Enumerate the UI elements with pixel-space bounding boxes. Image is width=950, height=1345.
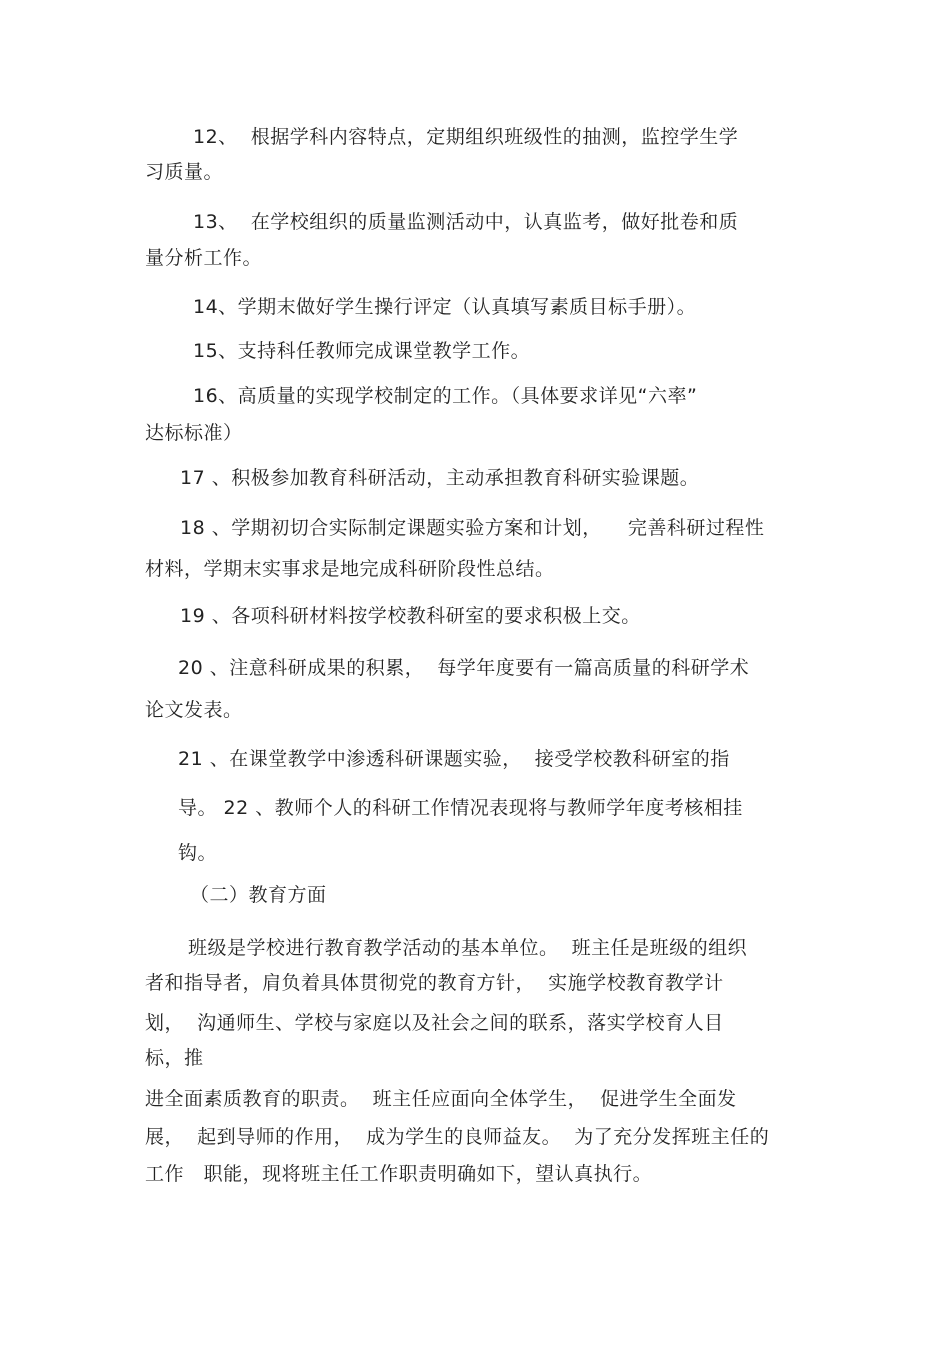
paragraph-16-line-2: 达标标准） (145, 422, 243, 444)
paragraph-intro-line-4: 标，推 (145, 1047, 204, 1069)
paragraph-19: 19 、各项科研材料按学校教科研室的要求积极上交。 (180, 605, 641, 627)
paragraph-21-line-2: 导。 22 、教师个人的科研工作情况表现将与教师学年度考核相挂 (178, 797, 743, 819)
paragraph-intro-line-7: 工作 职能，现将班主任工作职责明确如下，望认真执行。 (145, 1163, 653, 1185)
paragraph-intro-line-3: 划， 沟通师生、学校与家庭以及社会之间的联系，落实学校育人目 (145, 1012, 724, 1034)
paragraph-15: 15、支持科任教师完成课堂教学工作。 (193, 340, 531, 362)
paragraph-21-line-1: 21 、在课堂教学中渗透科研课题实验， 接受学校教科研室的指 (178, 748, 730, 770)
paragraph-22-line-2: 钩。 (178, 842, 218, 864)
paragraph-12-line-2: 习质量。 (145, 161, 224, 183)
paragraph-intro-line-2: 者和指导者，肩负着具体贯彻党的教育方针， 实施学校教育教学计 (145, 972, 724, 994)
paragraph-intro-line-1: 班级是学校进行教育教学活动的基本单位。 班主任是班级的组织 (188, 937, 748, 959)
paragraph-13-line-2: 量分析工作。 (145, 247, 263, 269)
paragraph-14: 14、学期末做好学生操行评定（认真填写素质目标手册）。 (193, 296, 697, 318)
paragraph-intro-line-6: 展， 起到导师的作用， 成为学生的良师益友。 为了充分发挥班主任的 (145, 1126, 770, 1148)
paragraph-16-line-1: 16、高质量的实现学校制定的工作。（具体要求详见“六率” (193, 385, 698, 407)
paragraph-13-line-1: 13、 在学校组织的质量监测活动中，认真监考，做好批卷和质 (193, 211, 739, 233)
paragraph-intro-line-5: 进全面素质教育的职责。 班主任应面向全体学生， 促进学生全面发 (145, 1088, 737, 1110)
paragraph-12-line-1: 12、 根据学科内容特点，定期组织班级性的抽测，监控学生学 (193, 126, 739, 148)
paragraph-17: 17 、积极参加教育科研活动，主动承担教育科研实验课题。 (180, 467, 700, 489)
paragraph-20-line-1: 20 、注意科研成果的积累， 每学年度要有一篇高质量的科研学术 (178, 657, 750, 679)
section-heading-education: （二）教育方面 (190, 884, 327, 906)
paragraph-18-line-1: 18 、学期初切合实际制定课题实验方案和计划， 完善科研过程性 (180, 517, 765, 539)
paragraph-18-line-2: 材料，学期末实事求是地完成科研阶段性总结。 (145, 558, 555, 580)
paragraph-20-line-2: 论文发表。 (145, 699, 243, 721)
